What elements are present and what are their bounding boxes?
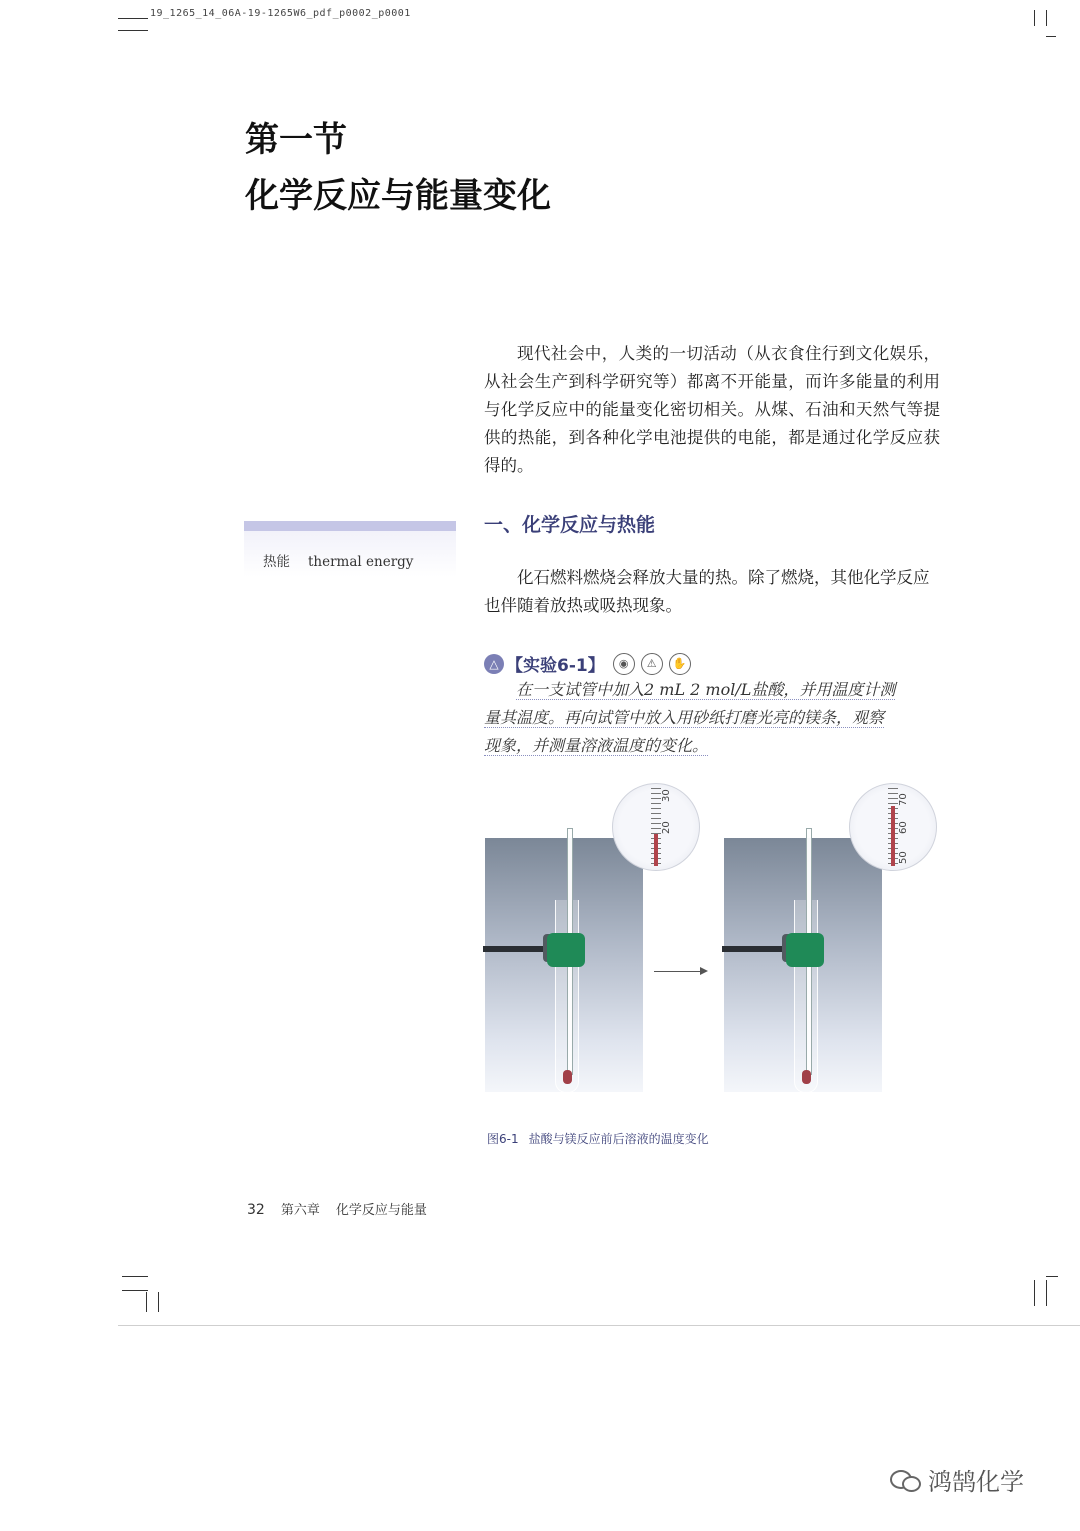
crop-mark — [118, 18, 148, 19]
section-paragraph: 化石燃料燃烧会释放大量的热。除了燃烧，其他化学反应也伴随着放热或吸热现象。 — [484, 568, 930, 615]
page-title — [245, 112, 551, 224]
experiment-line: 现象，并测量溶液温度的变化。 — [484, 736, 709, 755]
experiment-text — [484, 676, 940, 760]
goggles-icon: ◉ — [613, 653, 635, 675]
term-en: thermal energy — [308, 554, 414, 570]
scale-label: 70 — [898, 793, 909, 806]
mercury-level — [891, 806, 895, 866]
intro-paragraph: 现代社会中，人类的一切活动（从衣食住行到文化娱乐，从社会生产到科学研究等）都离不开能量，而许多能量的利用与化学反应中的能量变化密切相关。从煤、石油和天然气等提供的热能，到各种化学电池提供的电能，都是通过化学反应获得的。 — [484, 344, 940, 475]
crop-mark — [118, 30, 148, 31]
thermometer-bulb — [563, 1070, 572, 1084]
figure-photo-after — [724, 838, 882, 1092]
scale-label: 20 — [661, 821, 672, 834]
watermark-text: 鸿鹄化学 — [928, 1468, 1024, 1496]
figure-caption — [487, 1130, 709, 1147]
chat-bubble-icon — [890, 1468, 920, 1492]
crop-mark — [122, 1290, 148, 1291]
crop-mark — [146, 1292, 147, 1312]
experiment-header — [484, 651, 697, 676]
title-line-1: 第一节 — [245, 120, 347, 160]
thermometer-bulb — [802, 1070, 811, 1084]
watermark — [890, 1462, 1024, 1497]
green-clamp — [547, 933, 585, 967]
green-clamp — [786, 933, 824, 967]
crop-mark — [1046, 1280, 1047, 1306]
hand-wash-icon: ✋ — [669, 653, 691, 675]
crop-mark — [122, 1276, 148, 1277]
flask-icon: △ — [484, 654, 504, 674]
sidebar-bar — [244, 521, 456, 531]
term-cn: 热能 — [263, 554, 290, 570]
crop-mark — [1046, 1276, 1058, 1277]
figure-photo-before — [485, 838, 643, 1092]
scale-label: 50 — [898, 851, 909, 864]
file-header: 19_1265_14_06A-19-1265W6_pdf_p0002_p0001 — [150, 8, 411, 19]
crop-mark — [158, 1292, 159, 1312]
figure-caption-text: 盐酸与镁反应前后溶液的温度变化 — [528, 1132, 709, 1146]
thermometer-magnifier-before — [612, 783, 700, 871]
figure-number: 图6-1 — [487, 1132, 519, 1146]
arrow-icon — [654, 971, 704, 972]
page-footer — [247, 1199, 427, 1218]
chapter-label: 第六章 — [280, 1203, 320, 1218]
crop-mark — [1034, 1280, 1035, 1306]
crop-mark — [1046, 36, 1056, 37]
experiment-line: 在一支试管中加入2 mL 2 mol/L盐酸，并用温度计测 — [516, 680, 896, 699]
scale-label: 60 — [898, 821, 909, 834]
page-number: 32 — [247, 1202, 265, 1218]
chapter-title: 化学反应与能量 — [335, 1203, 427, 1218]
hazard-icon: ⚠ — [641, 653, 663, 675]
mercury-level — [654, 834, 658, 866]
experiment-line: 量其温度。再向试管中放入用砂纸打磨光亮的镁条，观察 — [484, 708, 885, 727]
scale-label: 30 — [661, 789, 672, 802]
arrow-head-icon — [700, 967, 708, 975]
section-heading: 一、化学反应与热能 — [484, 514, 656, 536]
glossary-term — [263, 550, 413, 570]
crop-mark — [1046, 10, 1047, 26]
thermometer-magnifier-after — [849, 783, 937, 871]
experiment-label: 【实验6-1】 — [506, 656, 605, 676]
title-line-2: 化学反应与能量变化 — [245, 176, 551, 216]
crop-mark — [1034, 10, 1035, 26]
